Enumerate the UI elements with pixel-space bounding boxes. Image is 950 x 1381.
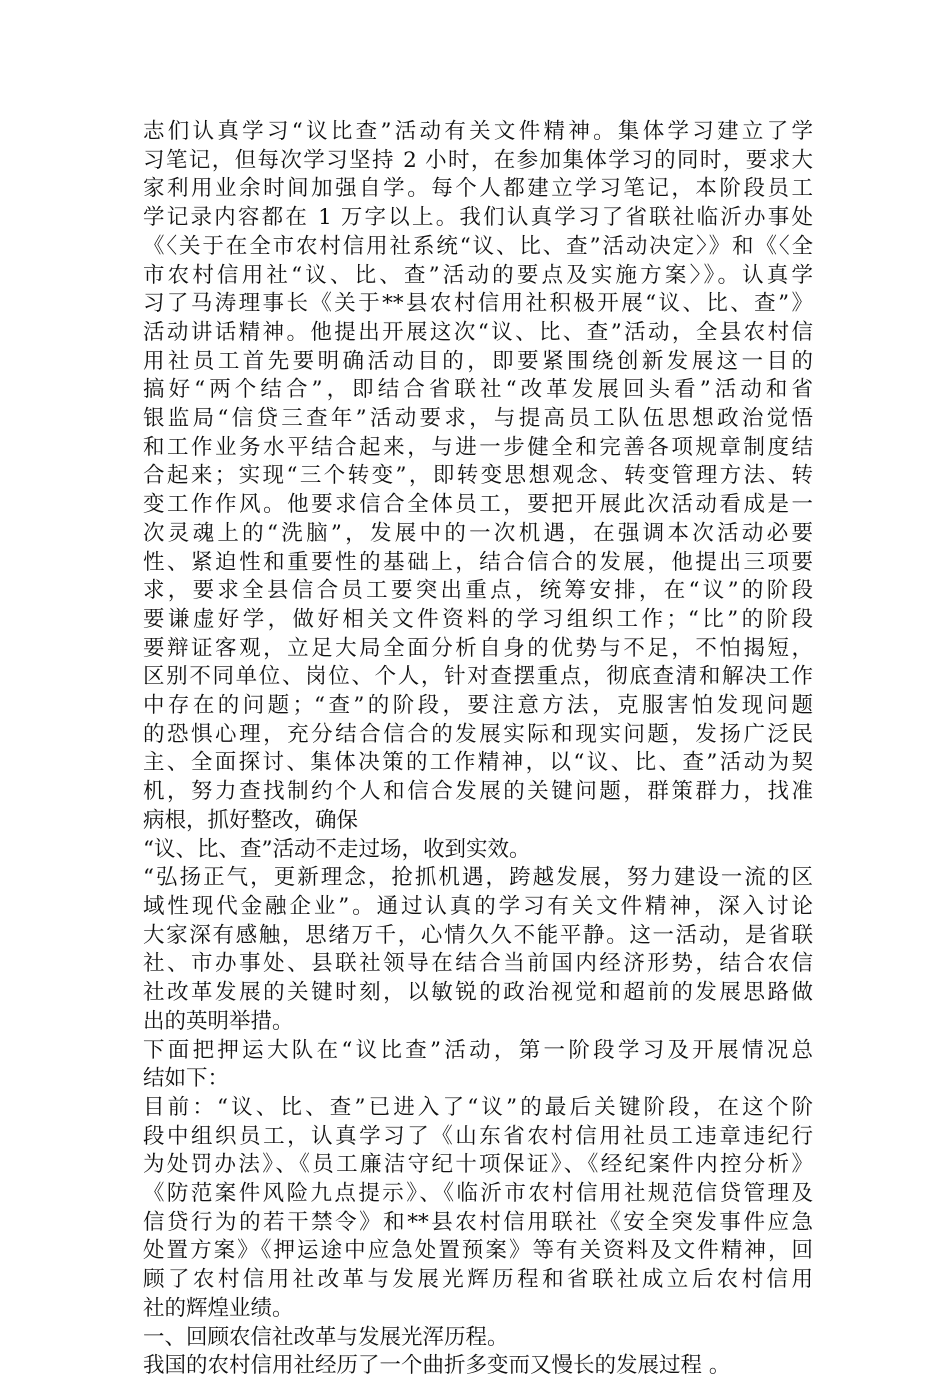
text-line: 学记录内容都在 1 万字以上。我们认真学习了省联社临沂办事处 xyxy=(143,205,813,231)
text-line: 活动讲话精神。他提出开展这次“议、比、查”活动，全县农村信 xyxy=(143,319,813,345)
text-line: 习笔记，但每次学习坚持 2 小时，在参加集体学习的同时，要求大 xyxy=(143,147,813,173)
text-line: 主、全面探讨、集体决策的工作精神，以“议、比、查”活动为契 xyxy=(143,750,813,776)
text-line: 出的英明举措。 xyxy=(143,1008,294,1034)
text-line: 域性现代金融企业”。通过认真的学习有关文件精神，深入讨论 xyxy=(143,893,813,919)
text-line: 性、紧迫性和重要性的基础上，结合信合的发展，他提出三项要 xyxy=(143,549,813,575)
text-line: 家利用业余时间加强自学。每个人都建立学习笔记，本阶段员工 xyxy=(143,176,813,202)
text-line: 顾了农村信用社改革与发展光辉历程和省联社成立后农村信用 xyxy=(143,1267,813,1293)
text-line: 《〈关于在全市农村信用社系统“议、比、查”活动决定〉》和《〈全 xyxy=(143,233,813,259)
text-line: 下面把押运大队在“议比查”活动，第一阶段学习及开展情况总 xyxy=(143,1037,813,1063)
text-line: 银监局“信贷三查年”活动要求，与提高员工队伍思想政治觉悟 xyxy=(143,406,813,432)
text-line: 社、市办事处、县联社领导在结合当前国内经济形势，结合农信 xyxy=(143,951,813,977)
text-line: 变工作作风。他要求信合全体员工，要把开展此次活动看成是一 xyxy=(143,492,813,518)
text-line: “弘扬正气，更新理念，抢抓机遇，跨越发展，努力建设一流的区 xyxy=(143,865,813,891)
text-line: 要辩证客观，立足大局全面分析自身的优势与不足，不怕揭短， xyxy=(143,635,813,661)
text-line: 机，努力查找制约个人和信合发展的关键问题，群策群力，找准 xyxy=(143,779,813,805)
text-line: 为处罚办法》、《员工廉洁守纪十项保证》、《经纪案件内控分析》 xyxy=(143,1152,813,1178)
text-line: 搞好“两个结合”，即结合省联社“改革发展回头看”活动和省 xyxy=(143,377,813,403)
text-line: 信贷行为的若干禁令》和**县农村信用联社《安全突发事件应急 xyxy=(143,1209,813,1235)
text-line: 志们认真学习“议比查”活动有关文件精神。集体学习建立了学 xyxy=(143,119,813,144)
text-line: 中存在的问题；“查”的阶段，要注意方法，克服害怕发现问题 xyxy=(143,693,813,719)
text-line: 社的辉煌业绩。 xyxy=(143,1295,294,1321)
text-line: “议、比、查”活动不走过场，收到实效。 xyxy=(143,836,531,862)
text-line: 大家深有感触，思绪万千，心情久久不能平静。这一活动，是省联 xyxy=(143,922,813,948)
text-line: 区别不同单位、岗位、个人，针对查摆重点，彻底查清和解决工作 xyxy=(143,664,813,690)
text-line: 处置方案》《押运途中应急处置预案》等有关资料及文件精神，回 xyxy=(143,1238,813,1264)
text-line: 一、回顾农信社改革与发展光浑历程。 xyxy=(143,1324,509,1350)
document-body xyxy=(143,118,813,1381)
text-line: 《防范案件风险九点提示》、《临沂市农村信用社规范信贷管理及 xyxy=(143,1181,813,1207)
text-line: 市农村信用社“议、比、查”活动的要点及实施方案〉》。认真学 xyxy=(143,262,813,288)
text-line: 的恐惧心理，充分结合信合的发展实际和现实问题，发扬广泛民 xyxy=(143,721,813,747)
text-line: 目前：“议、比、查”已进入了“议”的最后关键阶段，在这个阶 xyxy=(143,1094,813,1120)
text-line: 我国的农村信用社经历了一个曲折多变而又慢长的发展过程 。 xyxy=(143,1353,731,1379)
text-line: 段中组织员工，认真学习了《山东省农村信用社员工违章违纪行 xyxy=(143,1123,813,1149)
text-line: 次灵魂上的“洗脑”，发展中的一次机遇，在强调本次活动必要 xyxy=(143,520,813,546)
text-line: 用社员工首先要明确活动目的，即要紧围绕创新发展这一目的 xyxy=(143,348,813,374)
text-line: 求，要求全县信合员工要突出重点，统筹安排，在“议”的阶段 xyxy=(143,578,813,604)
text-line: 结如下： xyxy=(143,1066,230,1092)
text-line: 合起来；实现“三个转变”，即转变思想观念、转变管理方法、转 xyxy=(143,463,813,489)
text-line: 和工作业务水平结合起来，与进一步健全和完善各项规章制度结 xyxy=(143,434,813,460)
text-line: 习了马涛理事长《关于**县农村信用社积极开展“议、比、查”》 xyxy=(143,291,813,317)
text-line: 要谦虚好学，做好相关文件资料的学习组织工作；“比”的阶段 xyxy=(143,606,813,632)
text-line: 病根，抓好整改，确保 xyxy=(143,807,359,833)
text-line: 社改革发展的关键时刻，以敏锐的政治视觉和超前的发展思路做 xyxy=(143,980,813,1006)
